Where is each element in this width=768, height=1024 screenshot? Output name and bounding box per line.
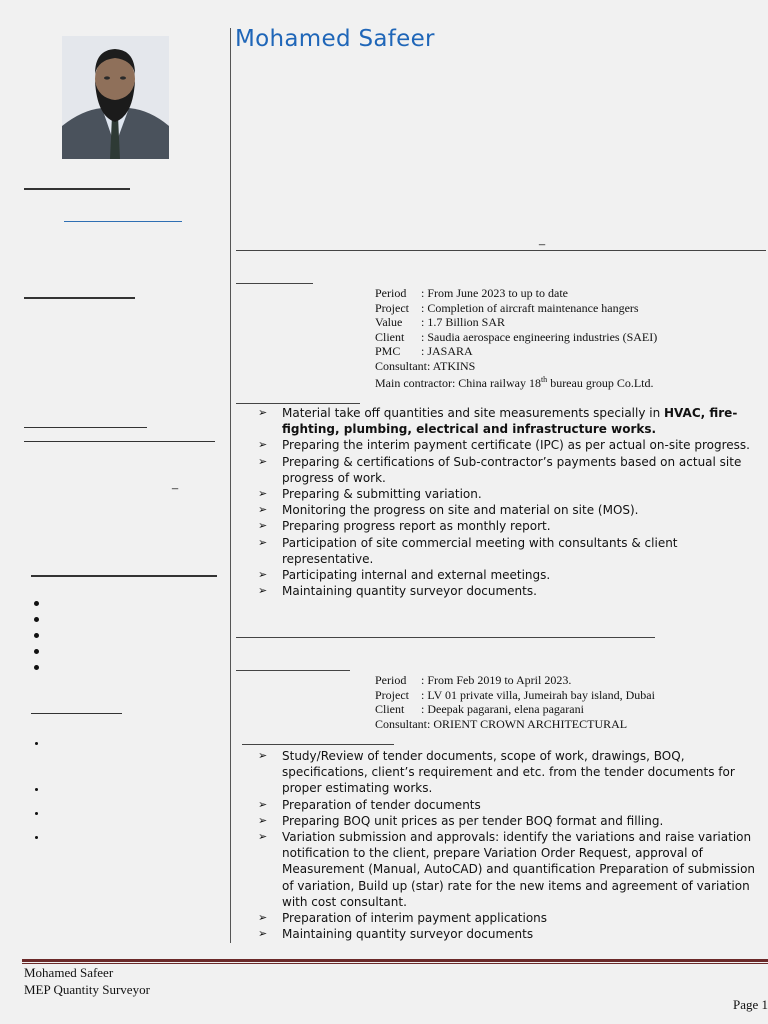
list-item: ➢ Preparing & certifications of Sub-contractor’s payments based on actual site progress of work.	[258, 454, 742, 485]
list-item: ➢ Preparation of tender documents	[258, 797, 481, 812]
sidebar-small-bullet	[35, 836, 38, 839]
arrow-bullet-icon: ➢	[258, 454, 268, 468]
list-item: ➢ Monitoring the progress on site and material on site (MOS).	[258, 503, 639, 518]
arrow-bullet-icon: ➢	[258, 813, 268, 827]
arrow-bullet-icon: ➢	[258, 568, 268, 582]
arrow-bullet-icon: ➢	[258, 749, 268, 762]
project2-info-row: Client : Deepak pagarani, elena pagarani	[375, 702, 584, 716]
sidebar-bullet	[34, 617, 39, 622]
arrow-bullet-icon: ➢	[258, 584, 268, 598]
header-dash: _	[539, 234, 546, 246]
arrow-bullet-icon: ➢	[258, 830, 268, 844]
list-item: ➢ Material take off quantities and site measurements specially in HVAC, fire-fighting, plumbing, electrical and infrastructure works.	[258, 406, 738, 437]
profile-photo	[62, 36, 169, 159]
arrow-bullet-icon: ➢	[258, 797, 268, 811]
sidebar-small-bullet	[35, 788, 38, 791]
footer-title: MEP Quantity Surveyor	[24, 982, 150, 997]
project1-info-row: Value : 1.7 Billion SAR	[375, 315, 506, 329]
sidebar-heading-line	[24, 297, 135, 299]
project1-info-row: PMC : JASARA	[375, 344, 473, 358]
header-rule	[236, 250, 766, 251]
sidebar-heading-line	[24, 427, 147, 428]
sidebar-divider	[24, 441, 215, 442]
section-divider	[236, 637, 655, 638]
sidebar-small-bullet	[35, 812, 38, 815]
sidebar-heading-line	[31, 575, 217, 577]
project2-info	[375, 673, 655, 731]
project1-consultant: Consultant: ATKINS	[375, 358, 476, 373]
sidebar-small-bullet	[35, 742, 38, 745]
project1-main-contractor: Main contractor: China railway 18th bureau group Co.Ltd.	[375, 375, 654, 390]
list-item: ➢ Maintaining quantity surveyor documents.	[258, 584, 537, 599]
footer-rule-thin	[22, 963, 768, 964]
list-item: ➢ Study/Review of tender documents, scope of work, drawings, BOQ, specifications, client’s requirement and etc. from the tender documents for proper estimating works.	[258, 749, 735, 796]
section-heading-line	[242, 744, 394, 745]
list-item: ➢ Participation of site commercial meeting with consultants & client representative.	[258, 535, 678, 566]
project1-info	[375, 286, 657, 391]
sidebar-link-underline	[64, 221, 182, 222]
project1-info-row: Client : Saudia aerospace engineering industries (SAEI)	[375, 329, 658, 344]
page-number: Page 1	[732, 997, 768, 1012]
sidebar-heading-line	[24, 188, 130, 190]
footer-name: Mohamed Safeer	[24, 965, 114, 980]
list-item: ➢ Preparation of interim payment applications	[258, 911, 548, 926]
list-item: ➢ Participating internal and external meetings.	[258, 568, 551, 583]
list-item: ➢ Preparing BOQ unit prices as per tender BOQ format and filling.	[258, 813, 664, 828]
arrow-bullet-icon: ➢	[258, 487, 268, 501]
project1-info-row: Project : Completion of aircraft maintenance hangers	[375, 300, 639, 315]
sidebar-bullet	[34, 649, 39, 654]
arrow-bullet-icon: ➢	[258, 438, 268, 452]
project2-responsibilities	[258, 748, 760, 942]
project1-info-row: Period : From June 2023 to up to date	[375, 286, 568, 300]
list-item: ➢ Preparing progress report as monthly report.	[258, 519, 551, 534]
sidebar-bullet	[34, 601, 39, 606]
arrow-bullet-icon: ➢	[258, 406, 268, 419]
sidebar-bullet	[34, 633, 39, 638]
profile-photo-image	[62, 36, 169, 159]
list-item: ➢ Maintaining quantity surveyor documents	[258, 927, 534, 942]
section-heading-line	[236, 670, 350, 671]
project2-info-row: Period : From Feb 2019 to April 2023.	[375, 673, 572, 687]
list-item: ➢ Variation submission and approvals: identify the variations and raise variation notification to the client, prepare Variation Order Request, approval of Measurement (Manual, AutoCAD) and quantification Preparation of submission of variation, Build up (star) rate for the new items and agreement of variation with cost consultant.	[258, 830, 756, 909]
column-divider	[230, 28, 231, 943]
sidebar-bullet	[34, 665, 39, 670]
arrow-bullet-icon: ➢	[258, 535, 268, 549]
section-heading-line	[236, 283, 313, 284]
arrow-bullet-icon: ➢	[258, 911, 268, 925]
section-heading-line	[236, 403, 360, 404]
sidebar-heading-line	[31, 713, 122, 714]
list-item: ➢ Preparing the interim payment certificate (IPC) as per actual on-site progress.	[258, 438, 750, 453]
project2-info-row: Project : LV 01 private villa, Jumeirah bay island, Dubai	[375, 687, 655, 702]
list-item: ➢ Preparing & submitting variation.	[258, 487, 482, 502]
sidebar-dash: _	[172, 478, 179, 490]
candidate-name: Mohamed Safeer	[235, 26, 435, 52]
project2-consultant: Consultant: ORIENT CROWN ARCHITECTURAL	[375, 716, 628, 731]
arrow-bullet-icon: ➢	[258, 927, 268, 941]
arrow-bullet-icon: ➢	[258, 519, 268, 533]
footer-rule-thick	[22, 959, 768, 962]
arrow-bullet-icon: ➢	[258, 503, 268, 517]
project1-responsibilities	[258, 405, 760, 599]
